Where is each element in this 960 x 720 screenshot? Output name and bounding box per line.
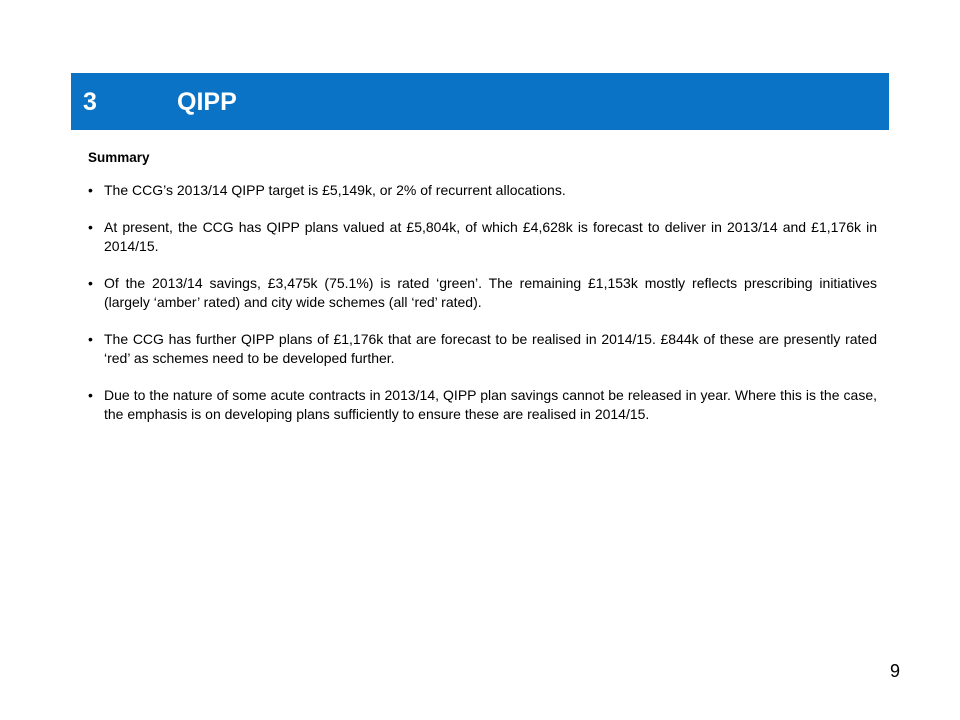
bullet-text: At present, the CCG has QIPP plans valued at £5,804k, of which £4,628k is forecast to deliver in 2013/14 and £1,176k in 2014/15. — [104, 219, 877, 254]
bullet-item-further-plans — [88, 330, 877, 368]
bullet-text: Due to the nature of some acute contracts in 2013/14, QIPP plan savings cannot be released in year. Where this is the case, the emphasis is on developing plans sufficiently to ensure these are realised in 2014/15. — [104, 387, 877, 422]
bullet-text: The CCG has further QIPP plans of £1,176k that are forecast to be realised in 2014/15. £844k of these are presently rated ‘red’ as schemes need to be developed further. — [104, 331, 877, 366]
section-number: 3 — [83, 88, 97, 116]
page-number: 9 — [889, 661, 900, 681]
summary-bullet-list — [88, 181, 877, 424]
bullet-text: Of the 2013/14 savings, £3,475k (75.1%) is rated ‘green’. The remaining £1,153k mostly reflects prescribing initiatives (largely ‘amber’ rated) and city wide schemes (all ‘red’ rated). — [104, 275, 877, 310]
bullet-text: The CCG’s 2013/14 QIPP target is £5,149k, or 2% of recurrent allocations. — [104, 182, 566, 198]
bullet-icon: • — [88, 387, 93, 403]
bullet-icon: • — [88, 219, 93, 235]
bullet-icon: • — [88, 275, 93, 291]
summary-heading: Summary — [88, 150, 150, 165]
summary-section — [88, 148, 877, 442]
bullet-item-acute-contracts — [88, 386, 877, 424]
bullet-icon: • — [88, 182, 93, 198]
bullet-item-target — [88, 181, 877, 200]
bullet-item-plans — [88, 218, 877, 256]
section-title: QIPP — [177, 88, 237, 116]
bullet-item-savings — [88, 274, 877, 312]
bullet-icon: • — [88, 331, 93, 347]
section-banner — [71, 73, 889, 130]
